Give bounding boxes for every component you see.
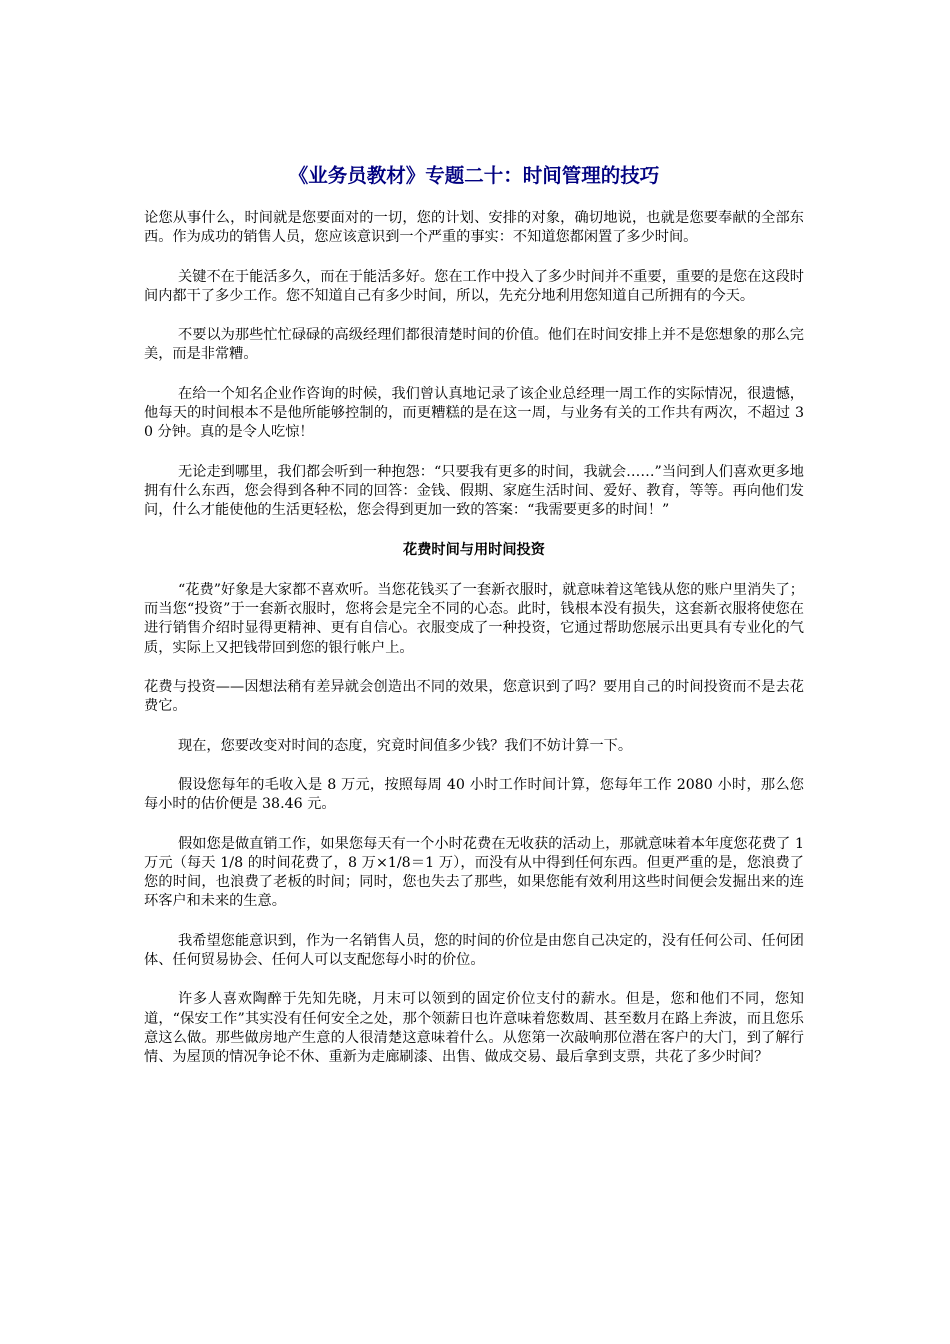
section-title: 花费时间与用时间投资 — [403, 541, 545, 558]
paragraph-2: 关键不在于能活多久，而在于能活多好。您在工作中投入了多少时间并不重要，重要的是您在这段时间内都干了多少工作。您不知道自己有多少时间，所以，先充分地利用您知道自己所拥有的今天。 — [144, 268, 804, 304]
section-paragraph-3: 现在，您要改变对时间的态度，究竟时间值多少钱？我们不妨计算一下。 — [178, 737, 633, 754]
paragraph-5: 无论走到哪里，我们都会听到一种抱怨：“只要我有更多的时间，我就会……”当问到人们喜欢更多地拥有什么东西，您会得到各种不同的回答：金钱、假期、家庭生活时间、爱好、教育，等等。再向他们发问，什么才能使他的生活更轻松，您会得到更加一致的答案：“我需要更多的时间！” — [144, 463, 804, 519]
section-paragraph-1: “花费”好象是大家都不喜欢听。当您花钱买了一套新衣服时，就意味着这笔钱从您的账户里消失了；而当您“投资”于一套新衣服时，您将会是完全不同的心态。此时，钱根本没有损失，这套新衣服将使您在进行销售介绍时显得更精神、更有自信心。衣服变成了一种投资，它通过帮助您展示出更具有专业化的气质，实际上又把钱带回到您的银行帐户上。 — [144, 581, 804, 656]
section-paragraph-7: 许多人喜欢陶醉于先知先晓，月末可以领到的固定价位支付的薪水。但是，您和他们不同，您知道，“保安工作”其实没有任何安全之处，那个领薪日也许意味着您数周、甚至数月在路上奔波，而且您乐意这么做。那些做房地产生意的人很清楚这意味着什么。从您第一次敲响那位潜在客户的大门，到了解行情、为屋顶的情况争论不休、重新为走廊刷漆、出售、做成交易、最后拿到支票，共花了多少时间？ — [144, 991, 804, 1066]
paragraph-4: 在给一个知名企业作咨询的时候，我们曾认真地记录了该企业总经理一周工作的实际情况，很遗憾，他每天的时间根本不是他所能够控制的，而更糟糕的是在这一周，与业务有关的工作共有两次，不超过 30 分钟。真的是令人吃惊！ — [144, 385, 804, 441]
document-title: 《业务员教材》专题二十：时间管理的技巧 — [288, 164, 660, 187]
section-paragraph-6: 我希望您能意识到，作为一名销售人员，您的时间的价位是由您自己决定的，没有任何公司、任何团体、任何贸易协会、任何人可以支配您每小时的价位。 — [144, 932, 804, 969]
section-paragraph-5: 假如您是做直销工作，如果您每天有一个小时花费在无收获的活动上，那就意味着本年度您花费了 1 万元（每天 1/8 的时间花费了，8 万×1/8＝1 万），而没有从中得到任何东西。但更严重的是，您浪费了您的时间，也浪费了老板的时间；同时，您也失去了那些，如果您能有效利用这些时间便会发掘出来的连环客户和未来的生意。 — [144, 835, 804, 910]
paragraph-3: 不要以为那些忙忙碌碌的高级经理们都很清楚时间的价值。他们在时间安排上并不是您想象的那么完美，而是非常糟。 — [144, 327, 804, 363]
section-paragraph-4: 假设您每年的毛收入是 8 万元，按照每周 40 小时工作时间计算，您每年工作 2080 小时，那么您每小时的估价便是 38.46 元。 — [144, 776, 804, 813]
paragraph-intro: 论您从事什么，时间就是您要面对的一切，您的计划、安排的对象，确切地说，也就是您要奉献的全部东西。作为成功的销售人员，您应该意识到一个严重的事实：不知道您都闲置了多少时间。 — [144, 210, 804, 246]
section-paragraph-2: 花费与投资——因想法稍有差异就会创造出不同的效果，您意识到了吗？要用自己的时间投资而不是去花费它。 — [144, 679, 804, 715]
document-page — [144, 162, 804, 1088]
